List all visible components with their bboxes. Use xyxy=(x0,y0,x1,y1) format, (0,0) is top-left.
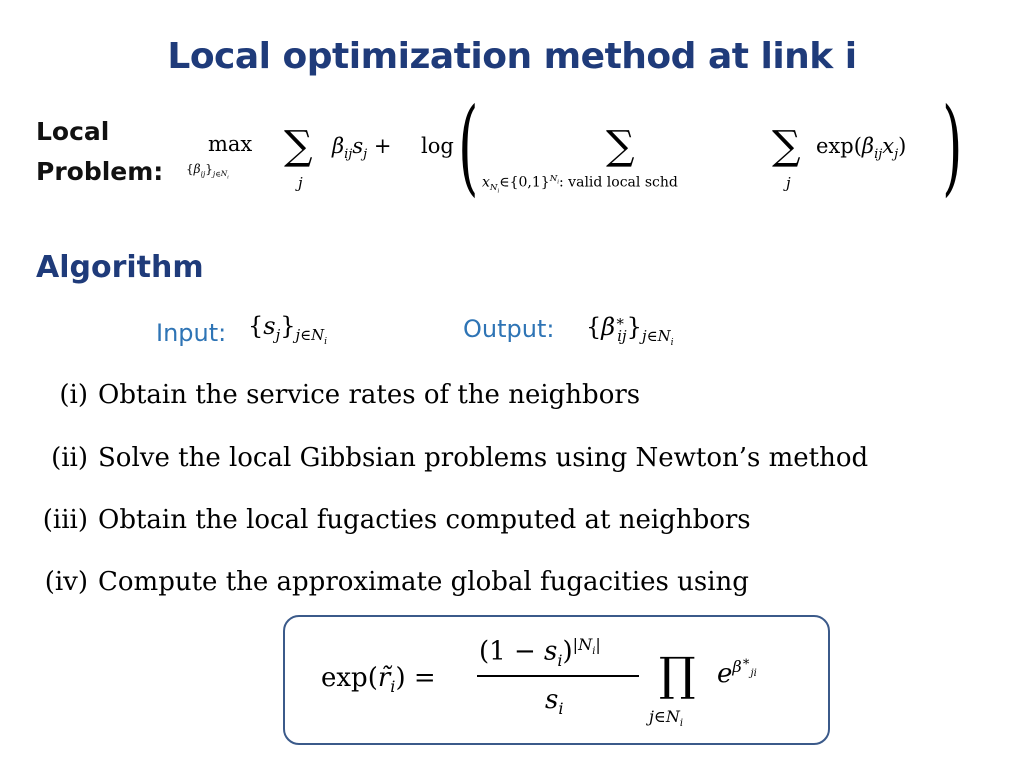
sum-symbol-3: ∑ xyxy=(772,123,801,169)
input-label: Input: xyxy=(156,319,227,347)
local-problem-label-line2: Problem: xyxy=(36,157,164,186)
log-operator: log xyxy=(421,134,454,158)
step-item xyxy=(20,380,640,410)
left-big-paren: ( xyxy=(458,85,479,207)
step-number: (iv) xyxy=(44,567,88,597)
formula-lhs: $\exp(r̃_i)$ = xyxy=(321,663,436,697)
step-number: (i) xyxy=(59,380,88,410)
local-problem-label-line1: Local xyxy=(36,117,110,146)
product-symbol: ∏ xyxy=(659,647,696,701)
valid-local-schd-text: : valid local schd xyxy=(559,174,678,191)
local-problem-label xyxy=(36,112,163,192)
fraction-bar xyxy=(477,675,639,677)
step-item xyxy=(20,505,751,535)
right-big-paren: ) xyxy=(942,85,963,207)
step-text: Solve the local Gibbsian problems using Newton’s method xyxy=(98,443,869,473)
step-text: Compute the approximate global fugacities using xyxy=(98,567,749,597)
step-number: (ii) xyxy=(51,443,88,473)
exp-term: $\exp(\beta_{ij}x_j)$ xyxy=(816,134,907,163)
step-text: Obtain the service rates of the neighbors xyxy=(98,380,641,410)
sum-index-j-2: j xyxy=(786,174,791,192)
step-number: (iii) xyxy=(42,505,88,535)
formula-exponential: $e^{\beta^∗_{ji}}$ xyxy=(717,655,757,690)
sum-symbol-2: ∑ xyxy=(606,123,635,169)
global-fugacity-formula-box xyxy=(283,615,830,745)
max-subscript: $\{\beta_{ij}\}_{j\in N_i}$ xyxy=(186,162,229,181)
sum-index-j: j xyxy=(298,174,303,192)
output-math: $\{\beta^∗_{ij}\}_{j\in N_i}$ xyxy=(586,312,674,348)
sum-symbol: ∑ xyxy=(284,123,313,169)
sum-constraint: $x_{N_i}\in\{0,1\}^{N_i}$: valid local schd xyxy=(482,174,678,196)
local-problem-formula xyxy=(180,85,970,207)
product-index: $j\in N_i$ xyxy=(649,707,683,730)
algorithm-heading: Algorithm xyxy=(36,250,204,285)
output-label: Output: xyxy=(463,315,555,343)
beta-s-term: $\beta_{ij}s_j$ + xyxy=(332,134,392,163)
formula-denominator: $s_i$ xyxy=(545,685,564,719)
step-text: Obtain the local fugacties computed at neighbors xyxy=(98,505,751,535)
formula-numerator: $(1 - s_i)^{|N_i|}$ xyxy=(479,635,601,670)
input-math: $\{s_j\}_{j\in N_i}$ xyxy=(248,312,328,347)
page-title: Local optimization method at link i xyxy=(167,36,857,77)
max-operator: max xyxy=(208,132,253,156)
step-item xyxy=(20,567,749,597)
step-item xyxy=(20,443,868,473)
